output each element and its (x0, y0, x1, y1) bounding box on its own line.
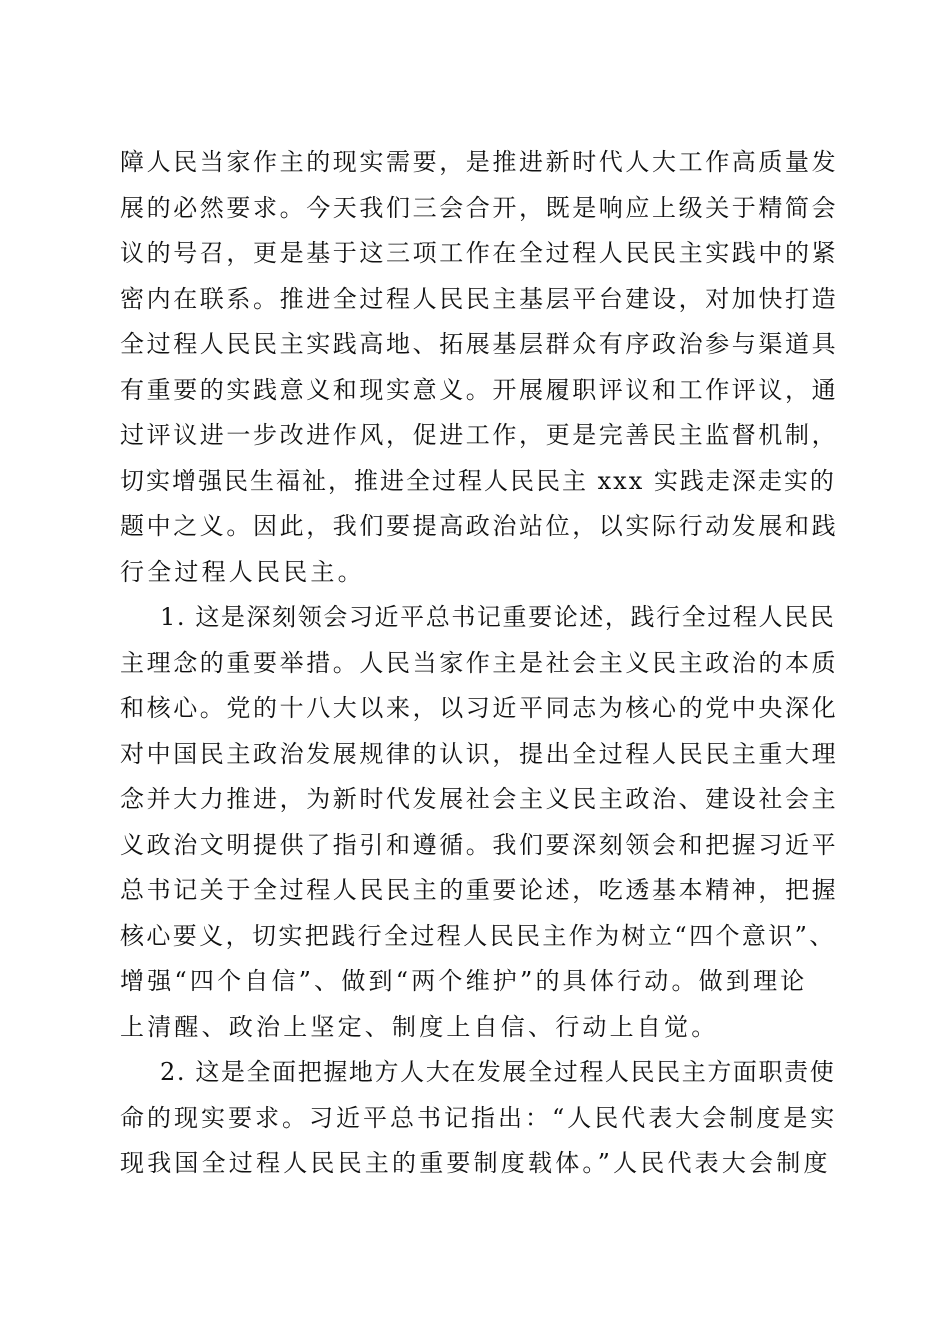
text-line: 增强“四个自信”、做到“两个维护”的具体行动。做到理论 (120, 967, 808, 995)
text-line: 过评议进一步改进作风，促进工作，更是完善民主监督机制， (120, 421, 839, 449)
text-line: 上清醒、政治上坚定、制度上自信、行动上自觉。 (120, 1012, 719, 1041)
text-line: 义政治文明提供了指引和遵循。我们要深刻领会和把握习近平 (120, 830, 839, 859)
text-line: 全过程人民民主实践高地、拓展基层群众有序政治参与渠道具 (120, 330, 839, 358)
text-line: 现我国全过程人民民主的重要制度载体。”人民代表大会制度 (120, 1149, 831, 1177)
text-line: 题中之义。因此，我们要提高政治站位，以实际行动发展和践 (120, 512, 839, 540)
text-line: 总书记关于全过程人民民主的重要论述，吃透基本精神，把握 (120, 876, 839, 904)
text-line: 有重要的实践意义和现实意义。开展履职评议和工作评议，通 (120, 375, 839, 404)
text-line: 和核心。党的十八大以来，以习近平同志为核心的党中央深化 (120, 694, 839, 722)
paragraph-1-start: 1. 这是深刻领会习近平总书记重要论述，践行全过程人民民 (160, 603, 836, 631)
text-line: 密内在联系。推进全过程人民民主基层平台建设，对加快打造 (120, 284, 839, 313)
text-line: 对中国民主政治发展规律的认识，提出全过程人民民主重大理 (120, 739, 839, 768)
text-line: 切实增强民生福祉，推进全过程人民民主 xxx 实践走深走实的 (120, 466, 836, 495)
paragraph-2-start: 2. 这是全面把握地方人大在发展全过程人民民主方面职责使 (160, 1058, 836, 1086)
text-line: 念并大力推进，为新时代发展社会主义民主政治、建设社会主 (120, 785, 839, 813)
text-line: 行全过程人民民主。 (120, 557, 365, 586)
text-line: 展的必然要求。今天我们三会合开，既是响应上级关于精简会 (120, 193, 839, 222)
text-line: 障人民当家作主的现实需要，是推进新时代人大工作高质量发 (120, 148, 839, 176)
text-line: 主理念的重要举措。人民当家作主是社会主义民主政治的本质 (120, 648, 839, 677)
text-line: 议的号召，更是基于这三项工作在全过程人民民主实践中的紧 (120, 239, 839, 267)
body-text (120, 140, 840, 1187)
text-line: 命的现实要求。习近平总书记指出：“人民代表大会制度是实 (120, 1103, 838, 1132)
text-line: 核心要义，切实把践行全过程人民民主作为树立“四个意识”、 (120, 921, 836, 950)
